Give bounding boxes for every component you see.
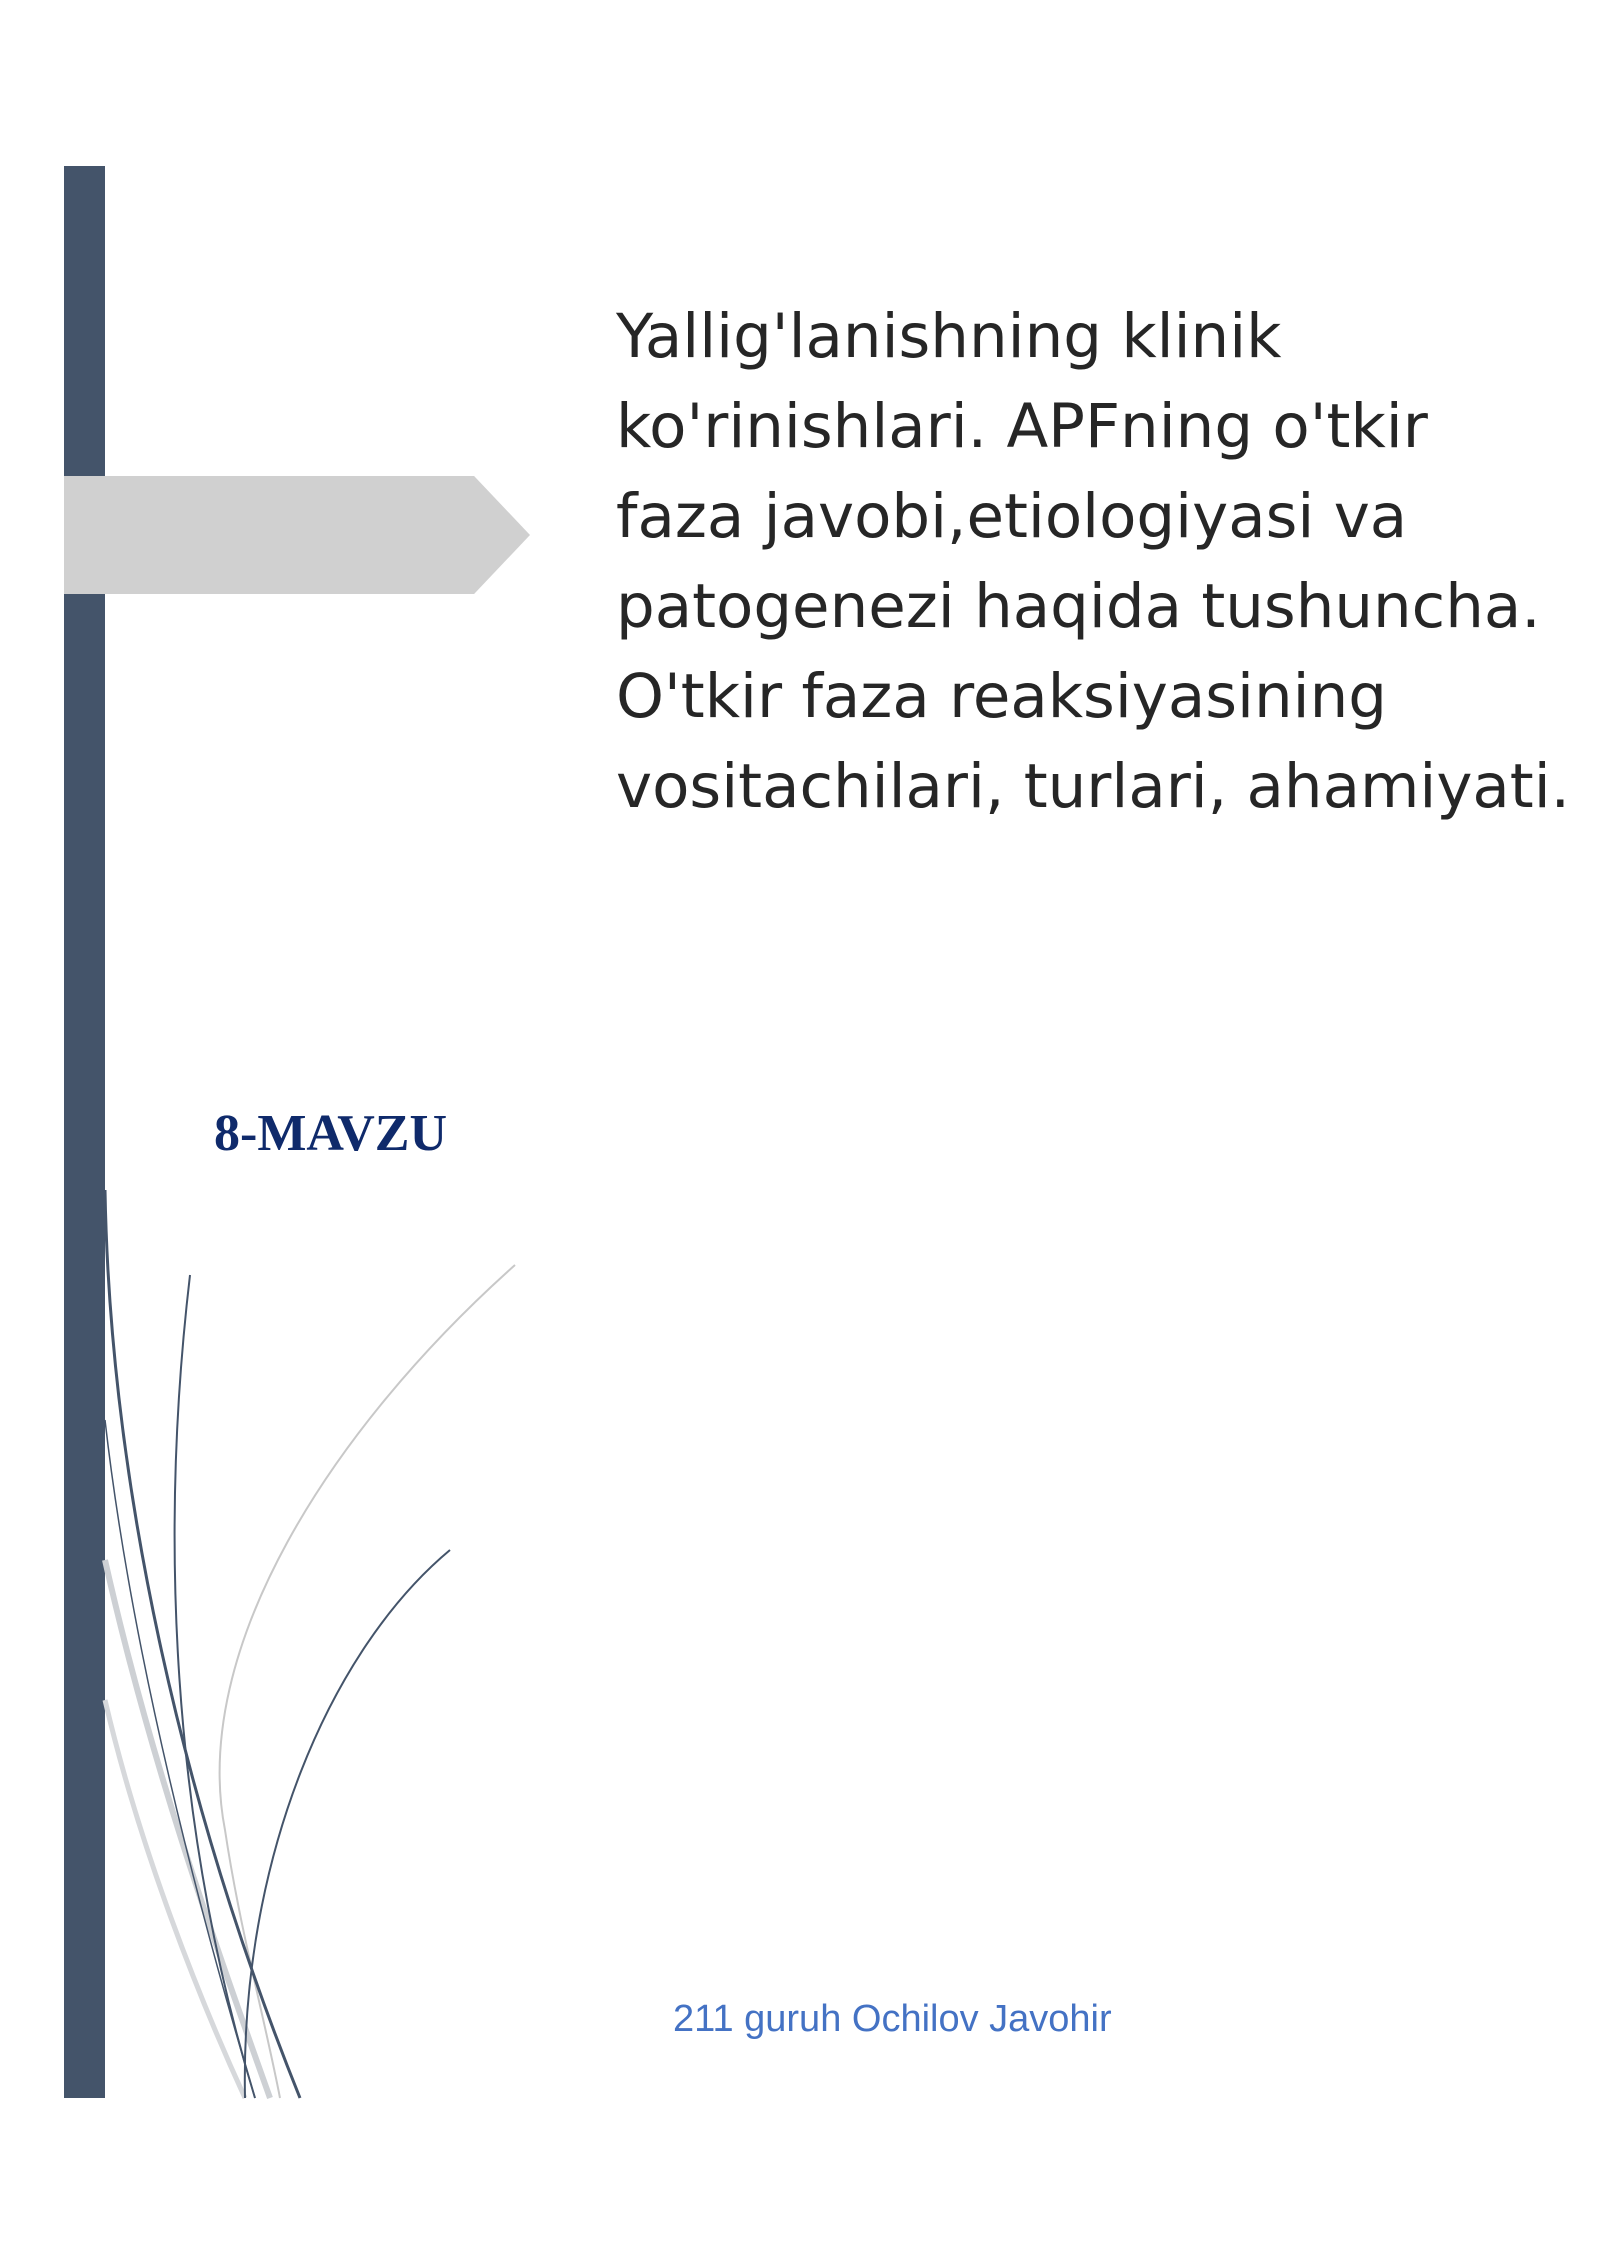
- swirl-line-light-3: [105, 1700, 245, 2098]
- swirl-line-dark-3: [245, 1550, 450, 2098]
- swirl-line-light-1: [220, 1265, 515, 2098]
- swirl-line-light-2: [105, 1560, 270, 2098]
- topic-label: 8-MAVZU: [214, 1105, 448, 1162]
- author-line: 211 guruh Ochilov Javohir: [673, 1998, 1112, 2040]
- swirl-line-dark-1: [105, 1190, 300, 2098]
- swirl-line-dark-2: [175, 1275, 255, 2098]
- document-title: Yallig'lanishning klinik ko'rinishlari. APFning o'tkir faza javobi,etiologiyasi va patogenezi haqida tushuncha. O'tkir faza reaksiyasining vositachilari, turlari, ahamiyati.: [616, 301, 1571, 822]
